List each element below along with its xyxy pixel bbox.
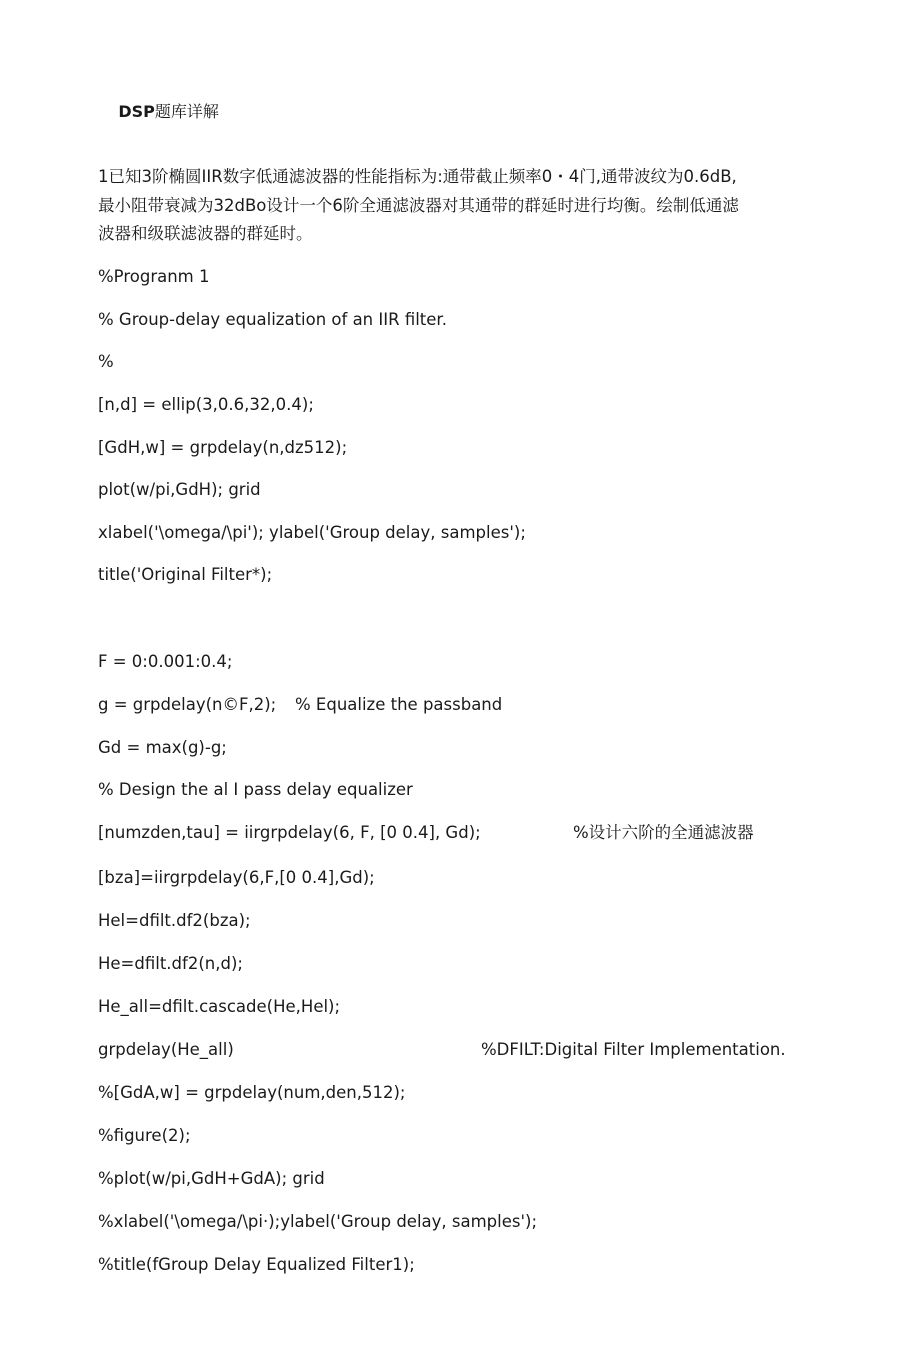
question-line-2: 最小阻带衰减为32dBo设计一个6阶全通滤波器对其通带的群延时进行均衡。绘制低通滤 [98,196,739,215]
code-line: He_all=dfilt.cascade(He,Hel); [98,997,341,1016]
code-line: g = grpdelay(n©F,2); [98,695,277,714]
code-line: Gd = max(g)-g; [98,738,227,757]
code-line: % Group-delay equalization of an IIR filter. [98,310,447,329]
code-line: [bza]=iirgrpdelay(6,F,[0 0.4],Gd); [98,868,375,887]
code-line: %title(fGroup Delay Equalized Filter1); [98,1255,415,1274]
code-line: He=dfilt.df2(n,d); [98,954,243,973]
title-rest: 题库详解 [154,102,219,121]
code-line: Hel=dfilt.df2(bza); [98,911,251,930]
code-line: %[GdA,w] = grpdelay(num,den,512); [98,1083,406,1102]
code-line: %Progranm 1 [98,267,210,286]
code-line: %xlabel('\omega/\pi·);ylabel('Group delay, samples'); [98,1212,538,1231]
code-line: grpdelay(He_all) [98,1040,234,1059]
code-line: [numzden,tau] = iirgrpdelay(6, F, [0 0.4], Gd); [98,823,481,842]
code-line: %plot(w/pi,GdH+GdA); grid [98,1169,325,1188]
code-line: [n,d] = ellip(3,0.6,32,0.4); [98,395,314,414]
title-bold: DSP [118,102,155,121]
question-line-3: 波器和级联滤波器的群延时。 [98,224,313,243]
code-line: % [98,352,114,371]
code-line: %figure(2); [98,1126,191,1145]
code-comment: % Equalize the passband [295,695,503,714]
document-title [98,79,219,145]
code-line: xlabel('\omega/\pi'); ylabel('Group delay, samples'); [98,523,526,542]
code-comment: %DFILT:Digital Filter Implementation. [481,1040,786,1059]
code-line: [GdH,w] = grpdelay(n,dz512); [98,438,348,457]
question-line-1: 1已知3阶椭圆IIR数字低通滤波器的性能指标为:通带截止频率0・4门,通带波纹为0.6dB, [98,167,737,186]
code-line: plot(w/pi,GdH); grid [98,480,261,499]
code-line: F = 0:0.001:0.4; [98,652,233,671]
code-line: % Design the al I pass delay equalizer [98,780,413,799]
code-comment: %设计六阶的全通滤波器 [573,823,754,842]
code-line: title('Original Filter*); [98,565,273,584]
